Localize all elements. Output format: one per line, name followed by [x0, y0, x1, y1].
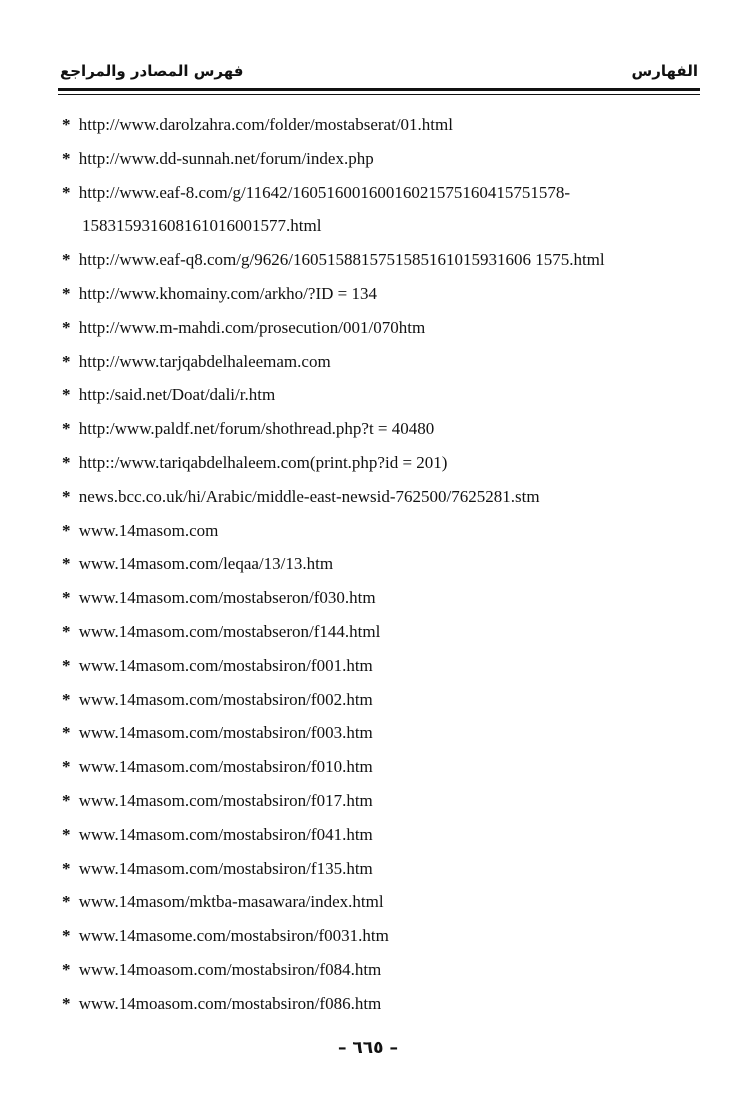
reference-item — [62, 987, 682, 1021]
reference-url: www.14masome.com/mostabsiron/f0031.htm — [78, 926, 389, 946]
bullet-icon: * — [62, 790, 71, 810]
reference-item — [62, 683, 682, 717]
reference-url: www.14masom.com/mostabsiron/f002.htm — [78, 689, 373, 709]
reference-url: http://www.eaf-8.com/g/11642/16051600160016021575160415751578- — [78, 182, 570, 202]
reference-item — [62, 649, 682, 683]
reference-item — [62, 615, 682, 649]
header-rule-thick — [58, 88, 700, 91]
reference-item — [62, 852, 682, 886]
reference-item — [62, 750, 682, 784]
bullet-icon: * — [62, 351, 71, 371]
reference-url: www.14masom.com/mostabsiron/f135.htm — [78, 858, 373, 878]
reference-item — [62, 446, 682, 480]
reference-url: http://www.tarjqabdelhaleemam.com — [78, 351, 331, 371]
reference-item — [62, 345, 682, 379]
reference-item — [62, 581, 682, 615]
reference-item — [62, 378, 682, 412]
reference-item — [62, 176, 682, 244]
reference-item — [62, 547, 682, 581]
reference-list — [62, 108, 682, 1021]
reference-item — [62, 311, 682, 345]
reference-item — [62, 919, 682, 953]
bullet-icon: * — [62, 520, 71, 540]
bullet-icon: * — [62, 588, 71, 608]
reference-item — [62, 277, 682, 311]
bullet-icon: * — [62, 621, 71, 641]
reference-url: www.14masom.com/mostabseron/f030.htm — [78, 588, 376, 608]
reference-url: http://www.dd-sunnah.net/forum/index.php — [78, 148, 374, 168]
bullet-icon: * — [62, 858, 71, 878]
reference-item — [62, 412, 682, 446]
reference-item — [62, 953, 682, 987]
reference-url: www.14masom.com/mostabsiron/f003.htm — [78, 723, 373, 743]
reference-url: www.14moasom.com/mostabsiron/f086.htm — [78, 993, 382, 1013]
bullet-icon: * — [62, 283, 71, 303]
page-number: – ٦٦٥ – — [338, 1038, 398, 1058]
reference-url: www.14masom.com/mostabsiron/f010.htm — [78, 757, 373, 777]
reference-url: www.14masom.com/leqaa/13/13.htm — [78, 554, 334, 574]
bullet-icon: * — [62, 892, 71, 912]
reference-url: news.bcc.co.uk/hi/Arabic/middle-east-newsid-762500/7625281.stm — [78, 486, 540, 506]
reference-item — [62, 885, 682, 919]
bullet-icon: * — [62, 993, 71, 1013]
reference-item — [62, 514, 682, 548]
reference-url: www.14masom.com — [78, 520, 219, 540]
reference-item — [62, 480, 682, 514]
bullet-icon: * — [62, 182, 71, 202]
reference-item — [62, 142, 682, 176]
reference-url: http://www.eaf-q8.com/g/9626/1605158815751585161015931606 1575.html — [78, 250, 605, 270]
reference-item — [62, 108, 682, 142]
reference-url: http:/www.paldf.net/forum/shothread.php?t = 40480 — [78, 419, 435, 439]
bullet-icon: * — [62, 419, 71, 439]
bullet-icon: * — [62, 959, 71, 979]
bullet-icon: * — [62, 317, 71, 337]
bullet-icon: * — [62, 148, 71, 168]
bullet-icon: * — [62, 452, 71, 472]
reference-url: www.14masom/mktba-masawara/index.html — [78, 892, 384, 912]
reference-url: http://www.khomainy.com/arkho/?ID = 134 — [78, 283, 377, 303]
header-rule-thin — [58, 94, 700, 95]
bullet-icon: * — [62, 554, 71, 574]
reference-url: http://www.darolzahra.com/folder/mostabserat/01.html — [78, 115, 453, 134]
header-chapter-title: الفهارس — [631, 62, 698, 80]
bullet-icon: * — [62, 115, 71, 134]
bullet-icon: * — [62, 926, 71, 946]
bullet-icon: * — [62, 486, 71, 506]
reference-item — [62, 716, 682, 750]
bullet-icon: * — [62, 757, 71, 777]
reference-url: www.14moasom.com/mostabsiron/f084.htm — [78, 959, 382, 979]
bullet-icon: * — [62, 723, 71, 743]
reference-url: http:/said.net/Doat/dali/r.htm — [78, 385, 276, 405]
reference-url: http://www.m-mahdi.com/prosecution/001/070htm — [78, 317, 426, 337]
bullet-icon: * — [62, 385, 71, 405]
reference-url: http::/www.tariqabdelhaleem.com(print.php?id = 201) — [78, 452, 448, 472]
running-header — [60, 58, 698, 90]
reference-url: www.14masom.com/mostabsiron/f017.htm — [78, 790, 373, 810]
reference-url-continuation: 15831593160816101600157​7.html — [82, 216, 322, 236]
reference-url: www.14masom.com/mostabseron/f144.html — [78, 621, 381, 641]
reference-item — [62, 818, 682, 852]
bullet-icon: * — [62, 824, 71, 844]
bullet-icon: * — [62, 689, 71, 709]
bullet-icon: * — [62, 250, 71, 270]
reference-item — [62, 243, 682, 277]
header-section-title: فهرس المصادر والمراجع — [60, 62, 244, 80]
bullet-icon: * — [62, 655, 71, 675]
reference-url: www.14masom.com/mostabsiron/f001.htm — [78, 655, 373, 675]
reference-url: www.14masom.com/mostabsiron/f041.htm — [78, 824, 373, 844]
reference-item — [62, 784, 682, 818]
